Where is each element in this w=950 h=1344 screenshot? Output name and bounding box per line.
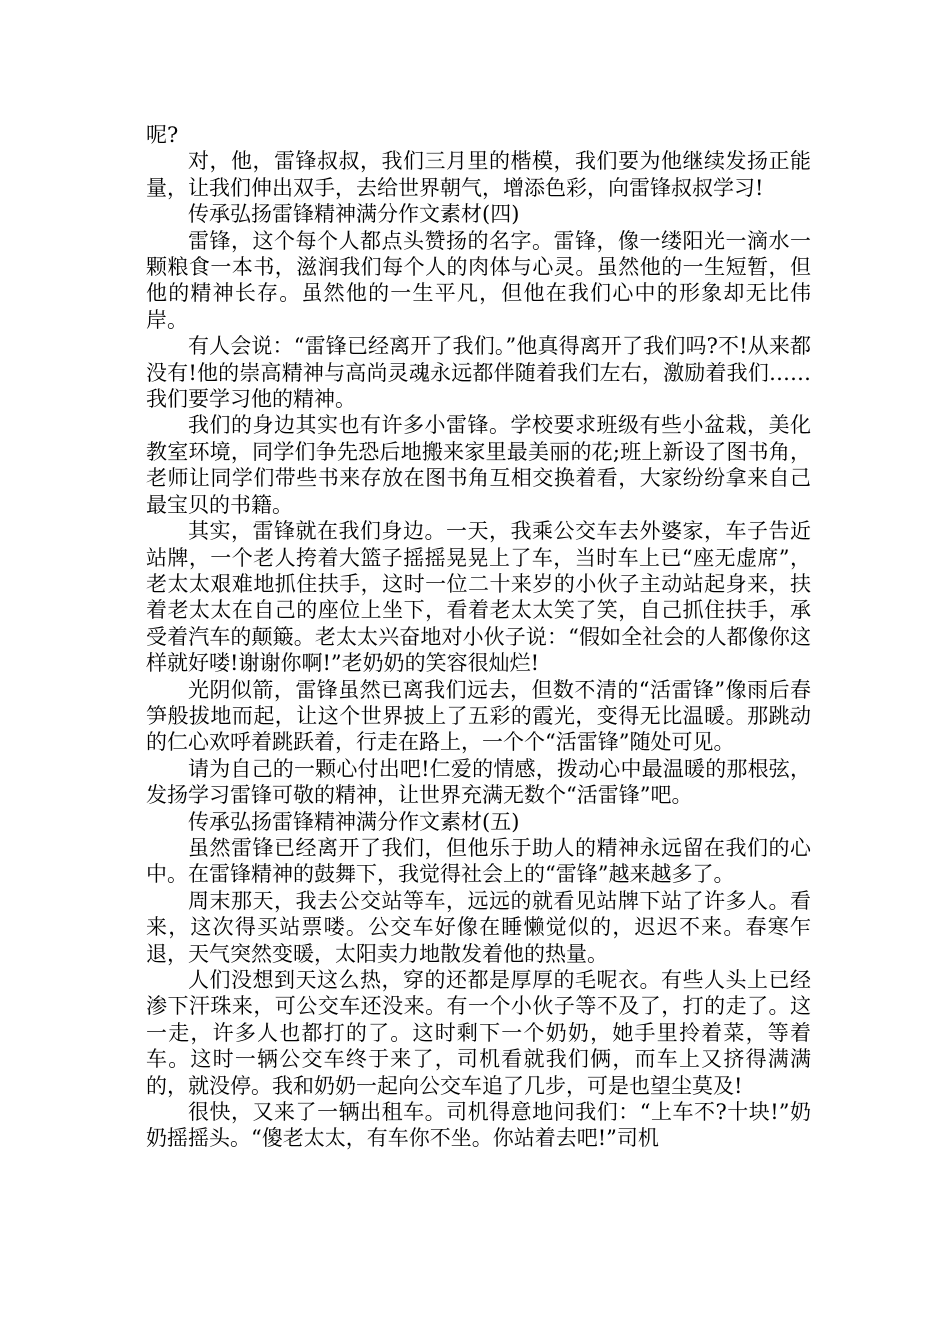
paragraph: 我们的身边其实也有许多小雷锋。学校要求班级有些小盆栽，美化教室环境，同学们争先恐后地搬来家里最美丽的花;班上新设了图书角，老师让同学们带些书来存放在图书角互相交换着看，大家纷纷拿来自己最宝贝的书籍。 (146, 413, 811, 517)
paragraph: 光阴似箭，雷锋虽然已离我们远去，但数不清的“活雷锋”像雨后春笋般拔地而起，让这个世界披上了五彩的霞光，变得无比温暖。那跳动的仁心欢呼着跳跃着，行走在路上，一个个“活雷锋”随处可见。 (146, 677, 811, 755)
paragraph: 雷锋，这个每个人都点头赞扬的名字。雷锋，像一缕阳光一滴水一颗粮食一本书，滋润我们每个人的肉体与心灵。虽然他的一生短暂，但他的精神长存。虽然他的一生平凡，但他在我们心中的形象却无比伟岸。 (146, 228, 811, 332)
paragraph: 周末那天，我去公交站等车，远远的就看见站牌下站了许多人。看来，这次得买站票喽。公交车好像在睡懒觉似的，迟迟不来。春寒乍退，天气突然变暖，太阳卖力地散发着他的热量。 (146, 888, 811, 966)
paragraph: 其实，雷锋就在我们身边。一天，我乘公交车去外婆家，车子告近站牌，一个老人挎着大篮子摇摇晃晃上了车，当时车上已“座无虚席”，老太太艰难地抓住扶手，这时一位二十来岁的小伙子主动站起身来，扶着老太太在自己的座位上坐下，看着老太太笑了笑，自己抓住扶手，承受着汽车的颠簸。老太太兴奋地对小伙子说：“假如全社会的人都像你这样就好喽!谢谢你啊!”老奶奶的笑容很灿烂! (146, 519, 811, 676)
document-page (146, 122, 811, 1152)
paragraph: 很快，又来了一辆出租车。司机得意地问我们：“上车不?十块!”奶奶摇摇头。“傻老太太，有车你不坐。你站着去吧!”司机 (146, 1100, 811, 1151)
paragraph-continuation: 呢? (146, 123, 179, 147)
section-heading-5: 传承弘扬雷锋精神满分作文素材(五) (188, 809, 520, 834)
paragraph: 请为自己的一颗心付出吧!仁爱的情感，拨动心中最温暖的那根弦，发扬学习雷锋可敬的精神，让世界充满无数个“活雷锋”吧。 (146, 756, 811, 808)
paragraph: 对，他，雷锋叔叔，我们三月里的楷模，我们要为他继续发扬正能量，让我们伸出双手，去给世界朝气，增添色彩，向雷锋叔叔学习! (146, 149, 811, 200)
paragraph: 有人会说：“雷锋已经离开了我们。”他真得离开了我们吗?不!从来都没有!他的崇高精神与高尚灵魂永远都伴随着我们左右，激励着我们……我们要学习他的精神。 (146, 334, 811, 412)
paragraph: 虽然雷锋已经离开了我们，但他乐于助人的精神永远留在我们的心中。在雷锋精神的鼓舞下，我觉得社会上的“雷锋”越来越多了。 (146, 835, 811, 887)
paragraph: 人们没想到天这么热，穿的还都是厚厚的毛呢衣。有些人头上已经渗下汗珠来，可公交车还没来。有一个小伙子等不及了，打的走了。这一走，许多人也都打的了。这时剩下一个奶奶，她手里拎着菜，等着车。这时一辆公交车终于来了，司机看就我们俩，而车上又挤得满满的，就没停。我和奶奶一起向公交车追了几步，可是也望尘莫及! (146, 968, 811, 1098)
section-heading-4: 传承弘扬雷锋精神满分作文素材(四) (188, 202, 520, 227)
